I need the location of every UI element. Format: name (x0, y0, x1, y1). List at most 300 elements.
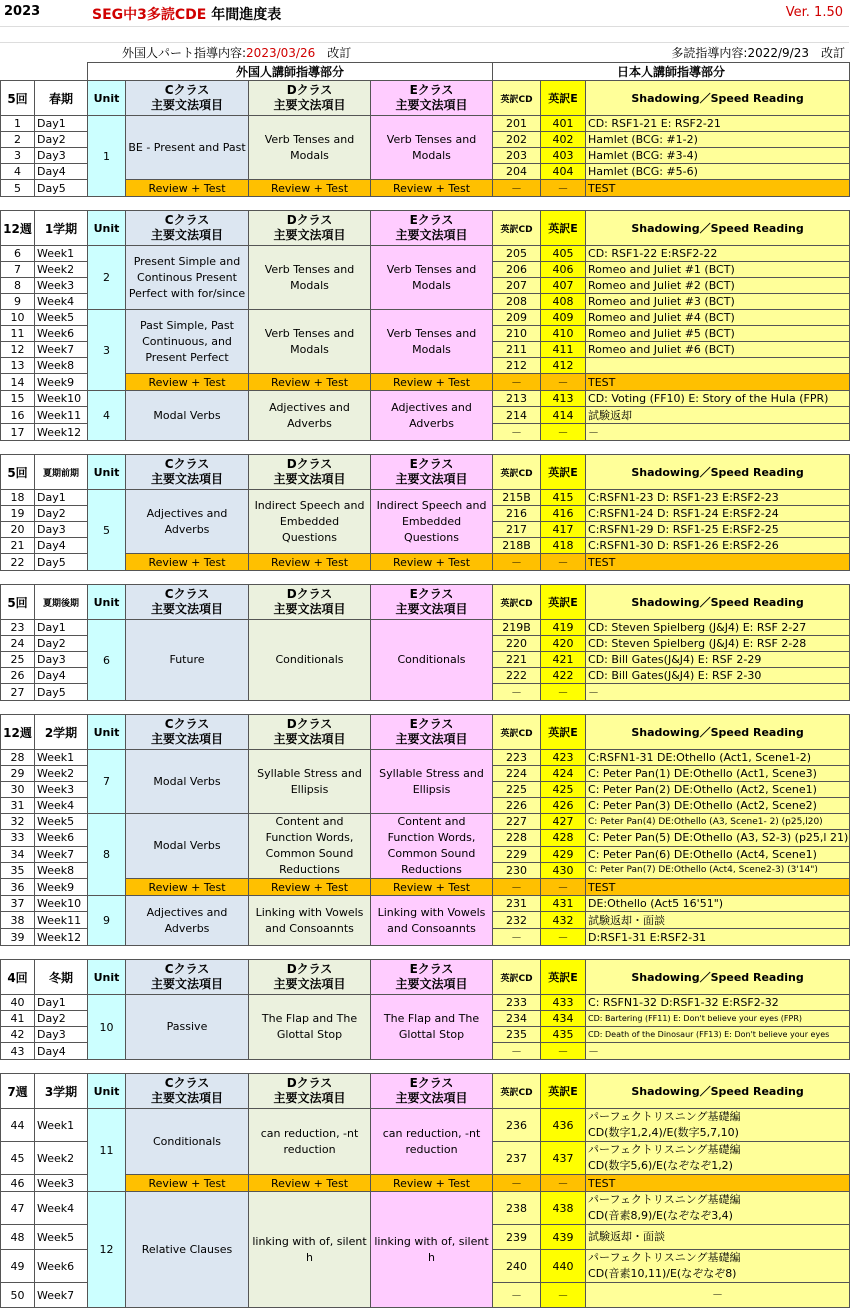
e-translation: 410 (541, 326, 586, 342)
e-class-header: Eクラス 主要文法項目 (371, 81, 493, 116)
e-class-topic: Indirect Speech and Embedded Questions (371, 490, 493, 554)
d-class-topic: linking with of, silent h (249, 1192, 371, 1308)
schedule-row (1, 620, 850, 636)
section-term: 1学期 (35, 211, 88, 246)
c-class-topic: Adjectives and Adverbs (126, 490, 249, 554)
lesson-day: Week5 (35, 310, 88, 326)
d-class-header: Dクラス 主要文法項目 (249, 715, 371, 750)
schedule-row (1, 879, 850, 896)
lesson-day: Day1 (35, 116, 88, 132)
shadowing-cell: CD: Bill Gates(J&J4) E: RSF 2-29 (586, 652, 850, 668)
lesson-day: Week1 (35, 1109, 88, 1142)
e-translation: － (541, 554, 586, 571)
d-class-topic: Adjectives and Adverbs (249, 391, 371, 441)
e-class-topic: linking with of, silent h (371, 1192, 493, 1308)
lesson-day: Day2 (35, 1011, 88, 1027)
lesson-day: Day4 (35, 164, 88, 180)
cd-translation: 211 (493, 342, 541, 358)
lesson-day: Week8 (35, 862, 88, 878)
e-translation: 434 (541, 1011, 586, 1027)
e-translation-header: 英訳E (541, 715, 586, 750)
shadowing-header: Shadowing／Speed Reading (586, 960, 850, 995)
caption-row (1, 63, 850, 81)
c-class-topic: Adjectives and Adverbs (126, 896, 249, 946)
c-class-topic: Past Simple, Past Continuous, and Present Perfect (126, 310, 249, 374)
cd-translation-header: 英訳CD (493, 960, 541, 995)
lesson-day: Day5 (35, 684, 88, 701)
lesson-day: Week4 (35, 294, 88, 310)
section-header (1, 960, 850, 995)
foreign-revision: 外国人パート指導内容:2023/03/26 改訂 (122, 46, 352, 60)
shadowing-header: Shadowing／Speed Reading (586, 81, 850, 116)
shadowing-header: Shadowing／Speed Reading (586, 211, 850, 246)
section-header (1, 81, 850, 116)
cd-translation-header: 英訳CD (493, 1074, 541, 1109)
lesson-day: Day2 (35, 636, 88, 652)
cd-translation: － (493, 554, 541, 571)
e-class-header: Eクラス 主要文法項目 (371, 211, 493, 246)
cd-translation-header: 英訳CD (493, 211, 541, 246)
lesson-day: Week7 (35, 846, 88, 862)
lesson-number: 38 (1, 912, 35, 929)
shadowing-cell: C:RSFN1-31 DE:Othello (Act1, Scene1-2) (586, 750, 850, 766)
schedule-row (1, 1175, 850, 1192)
lesson-day: Week11 (35, 407, 88, 424)
e-class-header: Eクラス 主要文法項目 (371, 960, 493, 995)
lesson-day: Day1 (35, 490, 88, 506)
shadowing-cell: CD: Steven Spielberg (J&J4) E: RSF 2-27 (586, 620, 850, 636)
unit-number: 11 (88, 1109, 126, 1192)
e-translation: 405 (541, 246, 586, 262)
e-translation: 419 (541, 620, 586, 636)
lesson-number: 4 (1, 164, 35, 180)
schedule-row (1, 1109, 850, 1142)
lesson-day: Day5 (35, 180, 88, 197)
cd-translation: 209 (493, 310, 541, 326)
e-translation: 437 (541, 1142, 586, 1175)
cd-translation: 220 (493, 636, 541, 652)
e-class-topic: can reduction, -nt reduction (371, 1109, 493, 1175)
unit-number: 7 (88, 750, 126, 814)
cd-translation: 226 (493, 798, 541, 814)
lesson-number: 14 (1, 374, 35, 391)
shadowing-cell: Romeo and Juliet #3 (BCT) (586, 294, 850, 310)
cd-translation: － (493, 1043, 541, 1060)
lesson-number: 47 (1, 1192, 35, 1225)
c-class-topic: Present Simple and Continous Present Perfect with for/since (126, 246, 249, 310)
unit-header: Unit (88, 960, 126, 995)
e-translation-header: 英訳E (541, 960, 586, 995)
lesson-day: Week5 (35, 814, 88, 830)
cd-translation: 239 (493, 1225, 541, 1250)
e-review-test: Review + Test (371, 374, 493, 391)
cd-translation: 208 (493, 294, 541, 310)
shadowing-cell: Romeo and Juliet #4 (BCT) (586, 310, 850, 326)
cd-translation-header: 英訳CD (493, 585, 541, 620)
cd-translation: 222 (493, 668, 541, 684)
shadowing-cell: Hamlet (BCG: #1-2) (586, 132, 850, 148)
d-class-header: Dクラス 主要文法項目 (249, 960, 371, 995)
schedule-row (1, 995, 850, 1011)
lesson-number: 32 (1, 814, 35, 830)
e-review-test: Review + Test (371, 1175, 493, 1192)
shadowing-cell: パーフェクトリスニング基礎編 CD(数字5,6)/E(なぞなぞ1,2) (586, 1142, 850, 1175)
e-review-test: Review + Test (371, 554, 493, 571)
e-class-topic: The Flap and The Glottal Stop (371, 995, 493, 1060)
shadowing-cell: D:RSF1-31 E:RSF2-31 (586, 929, 850, 946)
unit-number: 9 (88, 896, 126, 946)
lesson-day: Week10 (35, 391, 88, 407)
e-translation: 408 (541, 294, 586, 310)
section-count: 5回 (1, 81, 35, 116)
e-translation: 412 (541, 358, 586, 374)
lesson-number: 27 (1, 684, 35, 701)
shadowing-cell: Romeo and Juliet #2 (BCT) (586, 278, 850, 294)
shadowing-cell: C:RSFN1-23 D: RSF1-23 E:RSF2-23 (586, 490, 850, 506)
section-count: 5回 (1, 585, 35, 620)
cd-translation: 215B (493, 490, 541, 506)
lesson-number: 13 (1, 358, 35, 374)
c-class-header: Cクラス 主要文法項目 (126, 960, 249, 995)
section-term: 3学期 (35, 1074, 88, 1109)
e-translation-header: 英訳E (541, 81, 586, 116)
section-gap (1, 441, 850, 455)
shadowing-cell: C:RSFN1-29 D: RSF1-25 E:RSF2-25 (586, 522, 850, 538)
lesson-number: 49 (1, 1250, 35, 1283)
tadoku-revision: 多読指導内容:2022/9/23 改訂 (671, 46, 845, 60)
c-review-test: Review + Test (126, 879, 249, 896)
sheet-top (0, 0, 849, 62)
e-translation: 413 (541, 391, 586, 407)
e-translation: 439 (541, 1225, 586, 1250)
lesson-day: Week8 (35, 358, 88, 374)
c-class-header: Cクラス 主要文法項目 (126, 585, 249, 620)
e-translation: 432 (541, 912, 586, 929)
c-class-topic: BE - Present and Past (126, 116, 249, 180)
e-translation: 424 (541, 766, 586, 782)
e-translation: 440 (541, 1250, 586, 1283)
unit-header: Unit (88, 585, 126, 620)
lesson-day: Week7 (35, 342, 88, 358)
d-class-topic: Syllable Stress and Ellipsis (249, 750, 371, 814)
section-header (1, 455, 850, 490)
lesson-day: Week11 (35, 912, 88, 929)
shadowing-cell: TEST (586, 180, 850, 197)
cd-translation: 227 (493, 814, 541, 830)
lesson-day: Week4 (35, 798, 88, 814)
schedule-row (1, 374, 850, 391)
c-review-test: Review + Test (126, 554, 249, 571)
cd-translation: 217 (493, 522, 541, 538)
cd-translation: 224 (493, 766, 541, 782)
cd-translation: － (493, 1175, 541, 1192)
lesson-number: 48 (1, 1225, 35, 1250)
lesson-number: 10 (1, 310, 35, 326)
schedule-row (1, 391, 850, 407)
section-header (1, 1074, 850, 1109)
cd-translation: 216 (493, 506, 541, 522)
cd-translation: 218B (493, 538, 541, 554)
lesson-day: Day4 (35, 1043, 88, 1060)
page-title: SEG中3多読CDE 年間進度表 (92, 7, 282, 23)
version-label: Ver. 1.50 (785, 5, 843, 20)
lesson-day: Day2 (35, 506, 88, 522)
lesson-number: 17 (1, 424, 35, 441)
e-class-topic: Linking with Vowels and Consoannts (371, 896, 493, 946)
cd-translation-header: 英訳CD (493, 81, 541, 116)
d-class-topic: Linking with Vowels and Consoannts (249, 896, 371, 946)
cd-translation: － (493, 929, 541, 946)
unit-number: 4 (88, 391, 126, 441)
section-header (1, 715, 850, 750)
section-term: 夏期後期 (35, 585, 88, 620)
year-label: 2023 (4, 4, 41, 19)
shadowing-cell: Romeo and Juliet #6 (BCT) (586, 342, 850, 358)
section-count: 12週 (1, 715, 35, 750)
c-class-topic: Modal Verbs (126, 750, 249, 814)
cd-translation: 230 (493, 862, 541, 878)
e-translation: 427 (541, 814, 586, 830)
d-class-topic: Verb Tenses and Modals (249, 246, 371, 310)
d-class-topic: Content and Function Words, Common Sound Reductions (249, 814, 371, 879)
shadowing-cell: パーフェクトリスニング基礎編 CD(数字1,2,4)/E(数字5,7,10) (586, 1109, 850, 1142)
e-translation-header: 英訳E (541, 585, 586, 620)
cd-translation: 228 (493, 830, 541, 846)
schedule-row (1, 490, 850, 506)
unit-header: Unit (88, 1074, 126, 1109)
e-review-test: Review + Test (371, 180, 493, 197)
e-translation: 415 (541, 490, 586, 506)
shadowing-cell: － (586, 684, 850, 701)
d-class-header: Dクラス 主要文法項目 (249, 211, 371, 246)
unit-header: Unit (88, 455, 126, 490)
lesson-day: Week12 (35, 929, 88, 946)
schedule-row (1, 116, 850, 132)
cd-translation: 204 (493, 164, 541, 180)
e-translation: 409 (541, 310, 586, 326)
e-translation: 402 (541, 132, 586, 148)
cd-translation-header: 英訳CD (493, 455, 541, 490)
shadowing-cell: C: Peter Pan(1) DE:Othello (Act1, Scene3) (586, 766, 850, 782)
lesson-day: Week3 (35, 278, 88, 294)
lesson-number: 45 (1, 1142, 35, 1175)
d-review-test: Review + Test (249, 374, 371, 391)
e-translation: 401 (541, 116, 586, 132)
schedule-row (1, 814, 850, 830)
shadowing-cell: CD: Bartering (FF11) E: Don't believe your eyes (FPR) (586, 1011, 850, 1027)
c-review-test: Review + Test (126, 1175, 249, 1192)
shadowing-cell: C: Peter Pan(6) DE:Othello (Act4, Scene1) (586, 846, 850, 862)
d-class-header: Dクラス 主要文法項目 (249, 81, 371, 116)
section-header (1, 585, 850, 620)
e-translation: 423 (541, 750, 586, 766)
shadowing-header: Shadowing／Speed Reading (586, 715, 850, 750)
lesson-number: 41 (1, 1011, 35, 1027)
lesson-number: 26 (1, 668, 35, 684)
lesson-day: Week12 (35, 424, 88, 441)
schedule-row (1, 750, 850, 766)
cd-translation: 235 (493, 1027, 541, 1043)
section-term: 冬期 (35, 960, 88, 995)
e-class-topic: Adjectives and Adverbs (371, 391, 493, 441)
e-class-topic: Verb Tenses and Modals (371, 116, 493, 180)
e-translation: 407 (541, 278, 586, 294)
shadowing-cell: C: Peter Pan(5) DE:Othello (A3, S2-3) (p25,l 21) (586, 830, 850, 846)
e-translation: 433 (541, 995, 586, 1011)
lesson-number: 12 (1, 342, 35, 358)
lesson-number: 25 (1, 652, 35, 668)
cd-translation: 238 (493, 1192, 541, 1225)
e-translation: 430 (541, 862, 586, 878)
cd-translation: 223 (493, 750, 541, 766)
e-translation: 422 (541, 668, 586, 684)
lesson-day: Week6 (35, 830, 88, 846)
shadowing-cell: CD: RSF1-22 E:RSF2-22 (586, 246, 850, 262)
lesson-number: 34 (1, 846, 35, 862)
d-review-test: Review + Test (249, 1175, 371, 1192)
c-class-topic: Conditionals (126, 1109, 249, 1175)
e-translation: 428 (541, 830, 586, 846)
lesson-day: Week9 (35, 879, 88, 896)
lesson-day: Week7 (35, 1283, 88, 1308)
lesson-number: 40 (1, 995, 35, 1011)
lesson-day: Day3 (35, 148, 88, 164)
shadowing-cell: C: RSFN1-32 D:RSF1-32 E:RSF2-32 (586, 995, 850, 1011)
lesson-day: Day3 (35, 1027, 88, 1043)
d-class-topic: The Flap and The Glottal Stop (249, 995, 371, 1060)
shadowing-cell: Hamlet (BCG: #5-6) (586, 164, 850, 180)
shadowing-cell: DE:Othello (Act5 16'51") (586, 896, 850, 912)
cd-translation: － (493, 180, 541, 197)
section-gap (1, 571, 850, 585)
schedule-row (1, 1192, 850, 1225)
lesson-number: 11 (1, 326, 35, 342)
c-class-topic: Modal Verbs (126, 391, 249, 441)
cd-translation: 214 (493, 407, 541, 424)
lesson-number: 16 (1, 407, 35, 424)
lesson-day: Week6 (35, 326, 88, 342)
c-class-topic: Relative Clauses (126, 1192, 249, 1308)
lesson-number: 9 (1, 294, 35, 310)
shadowing-cell: TEST (586, 1175, 850, 1192)
cd-translation: － (493, 374, 541, 391)
cd-translation: － (493, 684, 541, 701)
e-class-topic: Verb Tenses and Modals (371, 310, 493, 374)
e-translation: 435 (541, 1027, 586, 1043)
e-translation: 404 (541, 164, 586, 180)
cd-translation: 206 (493, 262, 541, 278)
lesson-day: Day5 (35, 554, 88, 571)
lesson-number: 15 (1, 391, 35, 407)
shadowing-cell: C: Peter Pan(2) DE:Othello (Act2, Scene1) (586, 782, 850, 798)
cd-translation: － (493, 424, 541, 441)
e-translation: 431 (541, 896, 586, 912)
e-translation: 420 (541, 636, 586, 652)
lesson-day: Week1 (35, 750, 88, 766)
lesson-number: 43 (1, 1043, 35, 1060)
lesson-number: 6 (1, 246, 35, 262)
e-class-topic: Conditionals (371, 620, 493, 701)
d-class-header: Dクラス 主要文法項目 (249, 1074, 371, 1109)
section-gap (1, 1060, 850, 1074)
lesson-day: Week6 (35, 1250, 88, 1283)
e-translation: － (541, 1283, 586, 1308)
lesson-number: 35 (1, 862, 35, 878)
shadowing-cell: － (586, 424, 850, 441)
cd-translation: － (493, 879, 541, 896)
e-class-topic: Content and Function Words, Common Sound Reductions (371, 814, 493, 879)
e-translation: － (541, 929, 586, 946)
lesson-number: 42 (1, 1027, 35, 1043)
cd-translation: 225 (493, 782, 541, 798)
unit-number: 10 (88, 995, 126, 1060)
cd-translation: 232 (493, 912, 541, 929)
cd-translation: 207 (493, 278, 541, 294)
shadowing-cell: TEST (586, 554, 850, 571)
shadowing-cell: C:RSFN1-24 D: RSF1-24 E:RSF2-24 (586, 506, 850, 522)
d-review-test: Review + Test (249, 879, 371, 896)
lesson-day: Week10 (35, 896, 88, 912)
lesson-day: Day4 (35, 538, 88, 554)
lesson-number: 46 (1, 1175, 35, 1192)
lesson-number: 31 (1, 798, 35, 814)
section-term: 2学期 (35, 715, 88, 750)
section-gap (1, 197, 850, 211)
shadowing-cell (586, 358, 850, 374)
section-term: 春期 (35, 81, 88, 116)
e-translation: 438 (541, 1192, 586, 1225)
lesson-day: Week5 (35, 1225, 88, 1250)
lesson-number: 23 (1, 620, 35, 636)
c-class-topic: Future (126, 620, 249, 701)
cd-translation: 212 (493, 358, 541, 374)
e-class-header: Eクラス 主要文法項目 (371, 455, 493, 490)
d-class-header: Dクラス 主要文法項目 (249, 585, 371, 620)
e-translation: － (541, 879, 586, 896)
d-class-topic: Conditionals (249, 620, 371, 701)
e-translation: 414 (541, 407, 586, 424)
lesson-number: 2 (1, 132, 35, 148)
unit-number: 3 (88, 310, 126, 391)
unit-header: Unit (88, 715, 126, 750)
d-review-test: Review + Test (249, 180, 371, 197)
schedule-row (1, 896, 850, 912)
shadowing-cell: CD: Bill Gates(J&J4) E: RSF 2-30 (586, 668, 850, 684)
shadowing-cell: Hamlet (BCG: #3-4) (586, 148, 850, 164)
section-count: 5回 (1, 455, 35, 490)
e-translation: － (541, 1043, 586, 1060)
e-translation: － (541, 374, 586, 391)
c-class-topic: Modal Verbs (126, 814, 249, 879)
section-count: 12週 (1, 211, 35, 246)
shadowing-cell: CD: Steven Spielberg (J&J4) E: RSF 2-28 (586, 636, 850, 652)
shadowing-cell: CD: Voting (FF10) E: Story of the Hula (FPR) (586, 391, 850, 407)
shadowing-cell: TEST (586, 879, 850, 896)
unit-header: Unit (88, 211, 126, 246)
lesson-number: 36 (1, 879, 35, 896)
lesson-day: Day3 (35, 522, 88, 538)
d-class-topic: Verb Tenses and Modals (249, 116, 371, 180)
cd-translation: 219B (493, 620, 541, 636)
lesson-number: 50 (1, 1283, 35, 1308)
lesson-number: 24 (1, 636, 35, 652)
e-translation: － (541, 424, 586, 441)
e-translation: 429 (541, 846, 586, 862)
section-term: 夏期前期 (35, 455, 88, 490)
e-translation: 406 (541, 262, 586, 278)
schedule-row (1, 310, 850, 326)
shadowing-cell: CD: RSF1-21 E: RSF2-21 (586, 116, 850, 132)
